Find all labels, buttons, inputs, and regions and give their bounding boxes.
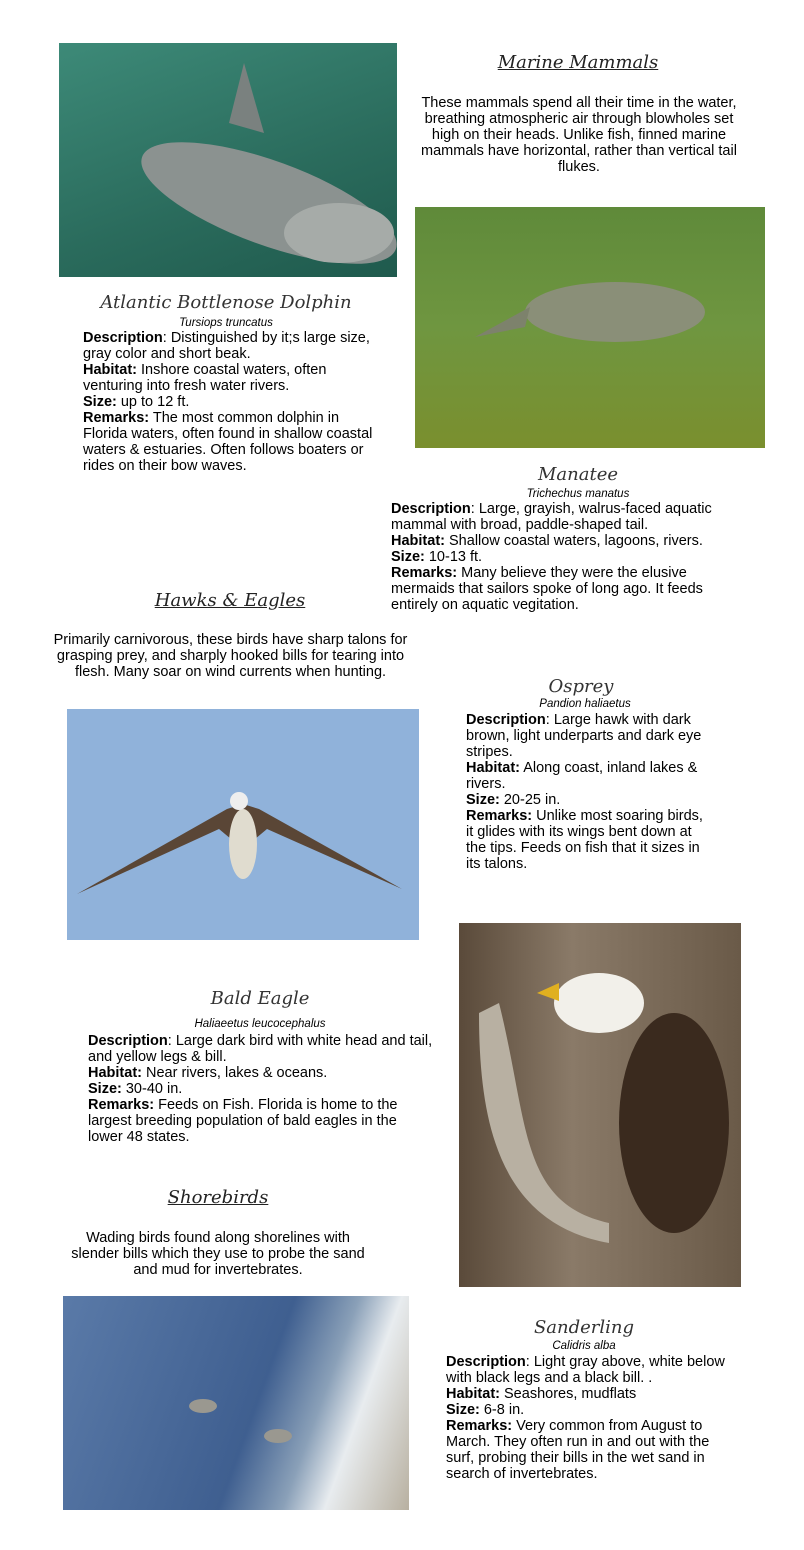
osprey-habitat: Along coast, inland lakes & rivers. bbox=[466, 760, 698, 792]
remarks-label: Remarks: bbox=[391, 565, 458, 581]
dolphin-habitat: Inshore coastal waters, often venturing into fresh water rivers. bbox=[83, 362, 327, 394]
size-label: Size: bbox=[83, 394, 117, 410]
osprey-title: Osprey bbox=[548, 676, 614, 697]
dolphin-description: : Distinguished by it;s large size, gray color and short beak. bbox=[83, 330, 370, 362]
hawks-eagles-heading: Hawks & Eagles bbox=[154, 590, 306, 611]
description-label: Description bbox=[446, 1354, 526, 1370]
habitat-label: Habitat: bbox=[466, 760, 520, 776]
sanderling-details bbox=[446, 1354, 736, 1482]
dolphin-size: up to 12 ft. bbox=[116, 394, 190, 410]
description-label: Description bbox=[88, 1033, 168, 1049]
dolphin-photo bbox=[59, 43, 397, 277]
bald-eagle-scientific-name: Haliaeetus leucocephalus bbox=[194, 1018, 326, 1030]
manatee-remarks: Many believe they were the elusive mermaids that sailors spoke of long ago. It feeds entirely on aquatic vegitation. bbox=[391, 565, 703, 613]
manatee-size: 10-13 ft. bbox=[424, 549, 483, 565]
osprey-photo bbox=[67, 709, 419, 940]
dolphin-scientific-name: Tursiops truncatus bbox=[179, 317, 273, 329]
bald-eagle-details bbox=[88, 1033, 433, 1145]
remarks-label: Remarks: bbox=[446, 1418, 513, 1434]
description-label: Description bbox=[466, 712, 546, 728]
manatee-details bbox=[391, 501, 753, 613]
description-label: Description bbox=[391, 501, 471, 517]
eagle-size: 30-40 in. bbox=[121, 1081, 183, 1097]
dolphin-title: Atlantic Bottlenose Dolphin bbox=[100, 292, 352, 313]
manatee-description: : Large, grayish, walrus-faced aquatic mammal with broad, paddle-shaped tail. bbox=[391, 501, 712, 533]
osprey-details bbox=[466, 712, 706, 872]
eagle-remarks: Feeds on Fish. Florida is home to the largest breeding population of bald eagles in the lower 48 states. bbox=[88, 1097, 398, 1145]
marine-mammals-heading: Marine Mammals bbox=[497, 52, 659, 73]
habitat-label: Habitat: bbox=[391, 533, 445, 549]
bald-eagle-title: Bald Eagle bbox=[210, 988, 310, 1009]
remarks-label: Remarks: bbox=[88, 1097, 155, 1113]
habitat-label: Habitat: bbox=[88, 1065, 142, 1081]
sanderling-title: Sanderling bbox=[533, 1317, 635, 1338]
manatee-scientific-name: Trichechus manatus bbox=[526, 488, 630, 500]
bald-eagle-photo bbox=[459, 923, 741, 1287]
remarks-label: Remarks: bbox=[83, 410, 150, 426]
dolphin-details bbox=[83, 330, 373, 474]
remarks-label: Remarks: bbox=[466, 808, 533, 824]
sanderling-photo bbox=[63, 1296, 409, 1510]
size-label: Size: bbox=[391, 549, 425, 565]
habitat-label: Habitat: bbox=[446, 1386, 500, 1402]
manatee-habitat: Shallow coastal waters, lagoons, rivers. bbox=[444, 533, 703, 549]
marine-mammals-intro: These mammals spend all their time in the water, breathing atmospheric air through blowholes set high on their heads. Unlike fish, finned marine mammals have horizontal, rather than vertical tail flukes. bbox=[421, 95, 737, 175]
eagle-description: : Large dark bird with white head and tail, and yellow legs & bill. bbox=[88, 1033, 433, 1065]
osprey-remarks: Unlike most soaring birds, it glides with its wings bent down at the tips. Feeds on fish that it sizes in its talons. bbox=[466, 808, 703, 872]
manatee-title: Manatee bbox=[537, 464, 619, 485]
osprey-size: 20-25 in. bbox=[499, 792, 561, 808]
osprey-description: : Large hawk with dark brown, light underparts and dark eye stripes. bbox=[466, 712, 702, 760]
sanderling-remarks: Very common from August to March. They often run in and out with the surf, probing their bills in the wet sand in search of invertebrates. bbox=[446, 1418, 710, 1482]
sanderling-scientific-name: Calidris alba bbox=[552, 1340, 616, 1352]
manatee-photo bbox=[415, 207, 765, 448]
description-label: Description bbox=[83, 330, 163, 346]
sanderling-description: : Light gray above, white below with black legs and a black bill. . bbox=[446, 1354, 725, 1386]
sanderling-size: 6-8 in. bbox=[479, 1402, 525, 1418]
osprey-scientific-name: Pandion haliaetus bbox=[539, 698, 631, 710]
dolphin-remarks: The most common dolphin in Florida waters, often found in shallow coastal waters & estuaries. Often follows boaters or rides on their bow waves. bbox=[83, 410, 373, 474]
size-label: Size: bbox=[466, 792, 500, 808]
eagle-habitat: Near rivers, lakes & oceans. bbox=[141, 1065, 328, 1081]
size-label: Size: bbox=[88, 1081, 122, 1097]
shorebirds-heading: Shorebirds bbox=[167, 1187, 269, 1208]
hawks-eagles-intro: Primarily carnivorous, these birds have sharp talons for grasping prey, and sharply hooked bills for tearing into flesh. Many soar on wind currents when hunting. bbox=[53, 632, 408, 680]
size-label: Size: bbox=[446, 1402, 480, 1418]
sanderling-habitat: Seashores, mudflats bbox=[499, 1386, 637, 1402]
habitat-label: Habitat: bbox=[83, 362, 137, 378]
shorebirds-intro: Wading birds found along shorelines with slender bills which they use to probe the sand and mud for invertebrates. bbox=[71, 1230, 365, 1278]
